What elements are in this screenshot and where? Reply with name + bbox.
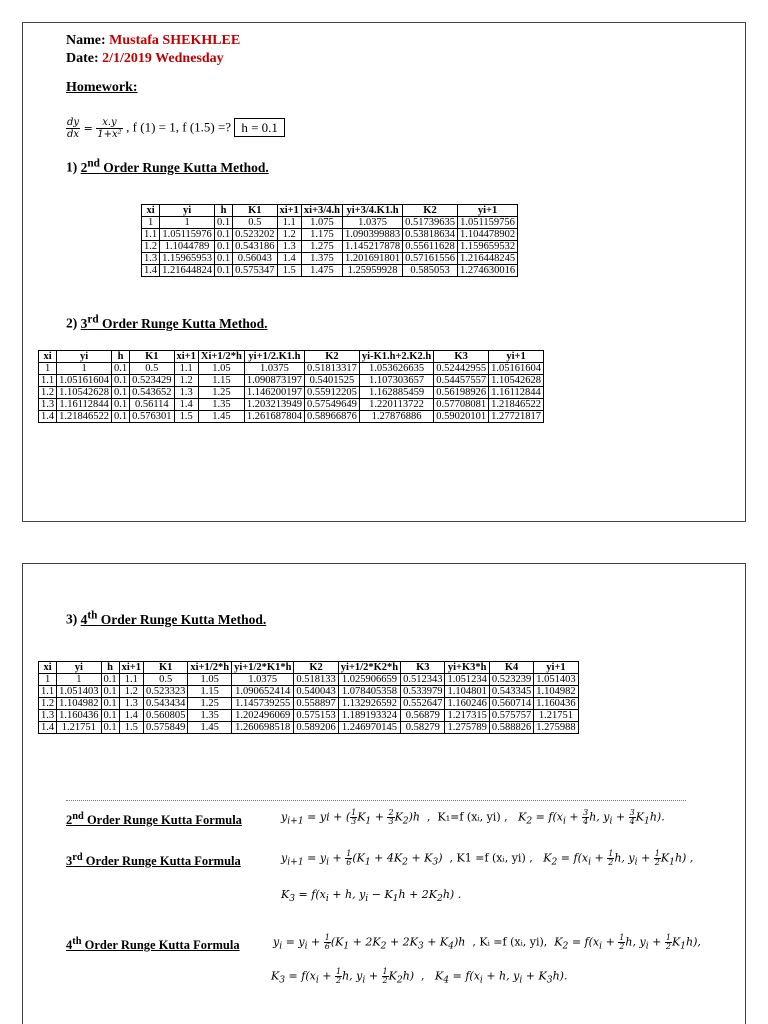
table-cell: 0.585053: [403, 265, 458, 277]
table-cell: 0.53818634: [403, 229, 458, 241]
table-cell: 0.5: [130, 363, 174, 375]
table-cell: 0.1: [101, 686, 119, 698]
table-cell: 0.523202: [233, 229, 277, 241]
table-cell: 1.475: [301, 265, 342, 277]
table-cell: 1.3: [174, 387, 198, 399]
table-cell: 1.1044789: [160, 241, 215, 253]
table-cell: 0.523323: [144, 686, 188, 698]
table-cell: 0.55611628: [403, 241, 458, 253]
table-cell: 1.160436: [57, 710, 101, 722]
table-cell: 1.104982: [57, 698, 101, 710]
rk2-k1-def: K₁=f (xᵢ, yi): [437, 810, 501, 824]
table-cell: 1: [142, 217, 160, 229]
table-cell: 0.59020101: [434, 411, 489, 423]
column-header: xi+1/2*h: [188, 662, 232, 674]
column-header: K3: [434, 351, 489, 363]
table-cell: 0.575347: [233, 265, 277, 277]
table-cell: 0.1: [215, 265, 233, 277]
column-header: yi+K3*h: [445, 662, 489, 674]
column-header: yi+1: [489, 351, 544, 363]
table-cell: 1.15: [188, 686, 232, 698]
table-row: [39, 674, 579, 686]
table-cell: 1.45: [188, 722, 232, 734]
table-cell: 0.57549649: [305, 399, 360, 411]
column-header: xi: [39, 662, 57, 674]
table-cell: 1.21751: [534, 710, 578, 722]
table-cell: 1.05161604: [489, 363, 544, 375]
table-cell: 0.543434: [144, 698, 188, 710]
table-cell: 1.16112844: [57, 399, 112, 411]
table-cell: 1.146200197: [244, 387, 304, 399]
table-cell: 1.1: [142, 229, 160, 241]
column-header: xi+1: [119, 662, 143, 674]
table-row: [142, 217, 518, 229]
table-cell: 0.56879: [401, 710, 445, 722]
name-line: [66, 33, 240, 49]
table-cell: 1.104982: [534, 686, 578, 698]
table-cell: 1.0375: [342, 217, 402, 229]
table-cell: 0.1: [215, 241, 233, 253]
table-cell: 0.1: [215, 253, 233, 265]
table-cell: 0.5: [144, 674, 188, 686]
table-cell: 1.5: [277, 265, 301, 277]
column-header: K4: [489, 662, 533, 674]
table-cell: 1.090652414: [232, 686, 294, 698]
table-cell: 0.512343: [401, 674, 445, 686]
table-cell: 1.3: [119, 698, 143, 710]
table-cell: 1.217315: [445, 710, 489, 722]
table-cell: 1: [57, 674, 101, 686]
table-cell: 1.275988: [534, 722, 578, 734]
table-cell: 1.21751: [57, 722, 101, 734]
table-cell: 0.560714: [489, 698, 533, 710]
table-cell: 1.090399883: [342, 229, 402, 241]
table-cell: 1.202496069: [232, 710, 294, 722]
table-cell: 0.57161556: [403, 253, 458, 265]
table-cell: 1.275: [301, 241, 342, 253]
table-cell: 1.051403: [57, 686, 101, 698]
column-header: K2: [305, 351, 360, 363]
table-cell: 0.575849: [144, 722, 188, 734]
table-cell: 0.576301: [130, 411, 174, 423]
column-header: yi+1/2*K1*h: [232, 662, 294, 674]
table-cell: 0.57708081: [434, 399, 489, 411]
table-header-row: [142, 205, 518, 217]
table-cell: 1.216448245: [457, 253, 517, 265]
table-cell: 0.518133: [294, 674, 338, 686]
table-row: [39, 399, 544, 411]
table-cell: 1.051159756: [457, 217, 517, 229]
table-cell: 0.55912205: [305, 387, 360, 399]
table-cell: 1.3: [39, 710, 57, 722]
ode-equation: $\frac{dy}{dx}$ = $\frac{x.y}{\text{1+x²}}$: [67, 117, 122, 140]
table-cell: 0.558897: [294, 698, 338, 710]
document-page-2: [22, 563, 746, 1024]
table-row: [142, 229, 518, 241]
table-cell: 1.21846522: [489, 399, 544, 411]
table-header-row: [39, 351, 544, 363]
column-header: xi: [142, 205, 160, 217]
table-header-row: [39, 662, 579, 674]
table-cell: 1.45: [198, 411, 244, 423]
table-cell: 0.540043: [294, 686, 338, 698]
table-cell: 0.575153: [294, 710, 338, 722]
column-header: K2: [294, 662, 338, 674]
table-cell: 1.260698518: [232, 722, 294, 734]
column-header: Xi+1/2*h: [198, 351, 244, 363]
table-cell: 1.27876886: [359, 411, 433, 423]
column-header: yi+1/2*K2*h: [338, 662, 400, 674]
column-header: yi-K1.h+2.K2.h: [359, 351, 433, 363]
table-cell: 0.1: [112, 363, 130, 375]
table-cell: 1.159659532: [457, 241, 517, 253]
table-cell: 1.160436: [534, 698, 578, 710]
rk2-formula-label: 2nd Order Runge Kutta Formula: [66, 811, 242, 828]
table-cell: 0.552647: [401, 698, 445, 710]
table-row: [39, 710, 579, 722]
rk2-formula: $y_{i+1}$ = yi + ( $\frac{1}{3}$ $K_1$ + $\frac{2}{3}$ $K_2)h$ , K₁=f (xᵢ, yi) , $K_2 = f(x_i$ + $\frac{3}{4}$ h, $y_i$ + $\frac{3}{4}$ $K_1h$).: [281, 808, 665, 827]
table-cell: 1.132926592: [338, 698, 400, 710]
rk4-k1-def: Kᵢ =f (xᵢ, yi): [479, 935, 544, 949]
table-cell: 1.078405358: [338, 686, 400, 698]
table-cell: 0.51739635: [403, 217, 458, 229]
table-cell: 1.2: [119, 686, 143, 698]
column-header: yi: [57, 662, 101, 674]
table-row: [39, 722, 579, 734]
table-cell: 0.543186: [233, 241, 277, 253]
column-header: yi+1: [534, 662, 578, 674]
table-cell: 1.053626635: [359, 363, 433, 375]
table-cell: 1.4: [39, 411, 57, 423]
table-cell: 1.3: [142, 253, 160, 265]
table-row: [142, 253, 518, 265]
table-cell: 1: [160, 217, 215, 229]
table-row: [39, 686, 579, 698]
separator-line: [66, 800, 686, 801]
rk3-table: [38, 350, 544, 423]
table-cell: 0.523429: [130, 375, 174, 387]
table-cell: 1.261687804: [244, 411, 304, 423]
table-cell: 1.27721817: [489, 411, 544, 423]
name-value: Mustafa SHEKHLEE: [109, 33, 241, 48]
date-label: Date:: [66, 51, 99, 66]
date-value: 2/1/2019 Wednesday: [102, 51, 224, 66]
table-row: [39, 375, 544, 387]
table-cell: 1.4: [174, 399, 198, 411]
table-cell: 1.4: [277, 253, 301, 265]
table-cell: 0.1: [101, 698, 119, 710]
table-cell: 0.543345: [489, 686, 533, 698]
date-line: [66, 51, 224, 67]
table-cell: 1.35: [188, 710, 232, 722]
table-cell: 0.1: [215, 229, 233, 241]
table-cell: 1.4: [142, 265, 160, 277]
table-cell: 0.1: [112, 399, 130, 411]
table-cell: 1.051403: [534, 674, 578, 686]
table-cell: 0.52442955: [434, 363, 489, 375]
table-cell: 1.104801: [445, 686, 489, 698]
table-cell: 1.05161604: [57, 375, 112, 387]
table-cell: 1.2: [39, 698, 57, 710]
table-cell: 1.145217878: [342, 241, 402, 253]
table-row: [142, 241, 518, 253]
table-cell: 1.274630016: [457, 265, 517, 277]
table-cell: 1.201691801: [342, 253, 402, 265]
rk4-formula: $y_i = y_i$ + $\frac{1}{6}$ $(K_1 + 2K_2 + 2K_3 + K_4)h$ , Kᵢ =f (xᵢ, yi), $K_2 = f(x_i$ + $\frac{1}{2}$ h, $y_i$ + $\frac{1}{2}$ $K_1h$),: [273, 933, 701, 952]
initial-conditions: , f (1) = 1, f (1.5) =?: [126, 119, 232, 135]
column-header: K1: [144, 662, 188, 674]
table-cell: 1.162885459: [359, 387, 433, 399]
name-label: Name:: [66, 33, 106, 48]
table-cell: 1.1: [277, 217, 301, 229]
table-cell: 1.25: [198, 387, 244, 399]
table-cell: 1.075: [301, 217, 342, 229]
rk4-formula-label: 4th Order Runge Kutta Formula: [66, 936, 240, 953]
table-cell: 1.104478902: [457, 229, 517, 241]
section-2-title: 2) 3rd Order Runge Kutta Method.: [66, 313, 268, 331]
table-cell: 0.588826: [489, 722, 533, 734]
table-cell: 1.160246: [445, 698, 489, 710]
table-cell: 1.1: [119, 674, 143, 686]
column-header: yi+1/2.K1.h: [244, 351, 304, 363]
table-cell: 1.05115976: [160, 229, 215, 241]
table-cell: 0.1: [112, 375, 130, 387]
table-cell: 0.1: [101, 722, 119, 734]
table-cell: 1.05: [188, 674, 232, 686]
column-header: h: [112, 351, 130, 363]
rk4-k3-k4-formula: $K_3 = f(x_i$ + $\frac{1}{2}$ h, $y_i$ + $\frac{1}{2}$ $K_2h$) , $K_4 = f(x_i + h$, $y_i + K_3h$).: [271, 967, 568, 986]
table-cell: 0.58279: [401, 722, 445, 734]
table-cell: 1.25959928: [342, 265, 402, 277]
table-cell: 1.090873197: [244, 375, 304, 387]
table-cell: 1.5: [119, 722, 143, 734]
table-row: [39, 411, 544, 423]
column-header: yi+1: [457, 205, 517, 217]
table-cell: 1.025906659: [338, 674, 400, 686]
table-row: [39, 698, 579, 710]
column-header: h: [101, 662, 119, 674]
table-cell: 0.51813317: [305, 363, 360, 375]
column-header: K1: [130, 351, 174, 363]
table-row: [39, 363, 544, 375]
table-cell: 0.523239: [489, 674, 533, 686]
table-cell: 0.54457557: [434, 375, 489, 387]
table-cell: 1.15965953: [160, 253, 215, 265]
table-cell: 1.0375: [244, 363, 304, 375]
table-cell: 1.10542628: [489, 375, 544, 387]
table-cell: 0.1: [112, 387, 130, 399]
table-cell: 1.2: [277, 229, 301, 241]
column-header: yi: [160, 205, 215, 217]
table-cell: 1.051234: [445, 674, 489, 686]
table-cell: 0.5401525: [305, 375, 360, 387]
table-cell: 0.5: [233, 217, 277, 229]
rk3-k3-formula: $K_3 = f(x_i + h$, $y_i - K_1h + 2K_2h$) .: [281, 888, 462, 905]
table-cell: 0.589206: [294, 722, 338, 734]
column-header: xi+1: [277, 205, 301, 217]
table-cell: 1.2: [39, 387, 57, 399]
column-header: yi: [57, 351, 112, 363]
table-cell: 1.4: [119, 710, 143, 722]
table-cell: 1: [39, 674, 57, 686]
table-cell: 1.3: [39, 399, 57, 411]
column-header: xi+3/4.h: [301, 205, 342, 217]
table-cell: 1.21846522: [57, 411, 112, 423]
table-cell: 0.56114: [130, 399, 174, 411]
column-header: xi: [39, 351, 57, 363]
table-cell: 0.58966876: [305, 411, 360, 423]
section-1-title: 1) 2nd Order Runge Kutta Method.: [66, 157, 269, 175]
table-cell: 1.246970145: [338, 722, 400, 734]
table-cell: 1.5: [174, 411, 198, 423]
step-size-box: h = 0.1: [234, 118, 285, 137]
column-header: yi+3/4.K1.h: [342, 205, 402, 217]
table-cell: 1.189193324: [338, 710, 400, 722]
rk3-formula-label: 3rd Order Runge Kutta Formula: [66, 852, 241, 869]
column-header: K1: [233, 205, 277, 217]
table-cell: 1: [57, 363, 112, 375]
table-cell: 1.375: [301, 253, 342, 265]
table-cell: 0.1: [112, 411, 130, 423]
table-cell: 0.1: [215, 217, 233, 229]
table-cell: 1.145739255: [232, 698, 294, 710]
document-page-1: [22, 22, 746, 522]
rk2-table: [141, 204, 518, 277]
table-cell: 1.1: [174, 363, 198, 375]
table-row: [142, 265, 518, 277]
column-header: K3: [401, 662, 445, 674]
table-cell: 1.4: [39, 722, 57, 734]
homework-heading: Homework:: [66, 80, 138, 95]
table-cell: 1.25: [188, 698, 232, 710]
table-cell: 1: [39, 363, 57, 375]
rk4-table: [38, 661, 579, 734]
table-cell: 1.16112844: [489, 387, 544, 399]
table-cell: 0.56043: [233, 253, 277, 265]
table-cell: 0.543652: [130, 387, 174, 399]
column-header: h: [215, 205, 233, 217]
table-cell: 1.2: [142, 241, 160, 253]
table-cell: 1.107303657: [359, 375, 433, 387]
rk3-formula: $y_{i+1} = y_i$ + $\frac{1}{6}$ $(K_1 + 4K_2 + K_3)$ , K1 =f (xᵢ, yi) , $K_2 = f(x_i$ + $\frac{1}{2}$ h, $y_i$ + $\frac{1}{2}$ $K_1h$) ,: [281, 849, 694, 868]
table-cell: 0.533979: [401, 686, 445, 698]
table-cell: 1.3: [277, 241, 301, 253]
table-cell: 1.0375: [232, 674, 294, 686]
table-cell: 1.1: [39, 686, 57, 698]
table-cell: 1.175: [301, 229, 342, 241]
table-cell: 1.35: [198, 399, 244, 411]
table-cell: 1.220113722: [359, 399, 433, 411]
problem-statement: [66, 117, 285, 140]
table-cell: 1.10542628: [57, 387, 112, 399]
table-row: [39, 387, 544, 399]
section-3-title: 3) 4th Order Runge Kutta Method.: [66, 609, 267, 627]
table-cell: 0.575757: [489, 710, 533, 722]
table-cell: 0.1: [101, 710, 119, 722]
table-cell: 1.275789: [445, 722, 489, 734]
column-header: xi+1: [174, 351, 198, 363]
table-cell: 1.2: [174, 375, 198, 387]
rk3-k1-def: K1 =f (xᵢ, yi): [456, 851, 526, 865]
table-cell: 1.21644824: [160, 265, 215, 277]
column-header: K2: [403, 205, 458, 217]
table-cell: 1.15: [198, 375, 244, 387]
table-cell: 0.1: [101, 674, 119, 686]
table-cell: 0.56198926: [434, 387, 489, 399]
table-cell: 1.1: [39, 375, 57, 387]
table-cell: 1.05: [198, 363, 244, 375]
table-cell: 0.560805: [144, 710, 188, 722]
table-cell: 1.203213949: [244, 399, 304, 411]
